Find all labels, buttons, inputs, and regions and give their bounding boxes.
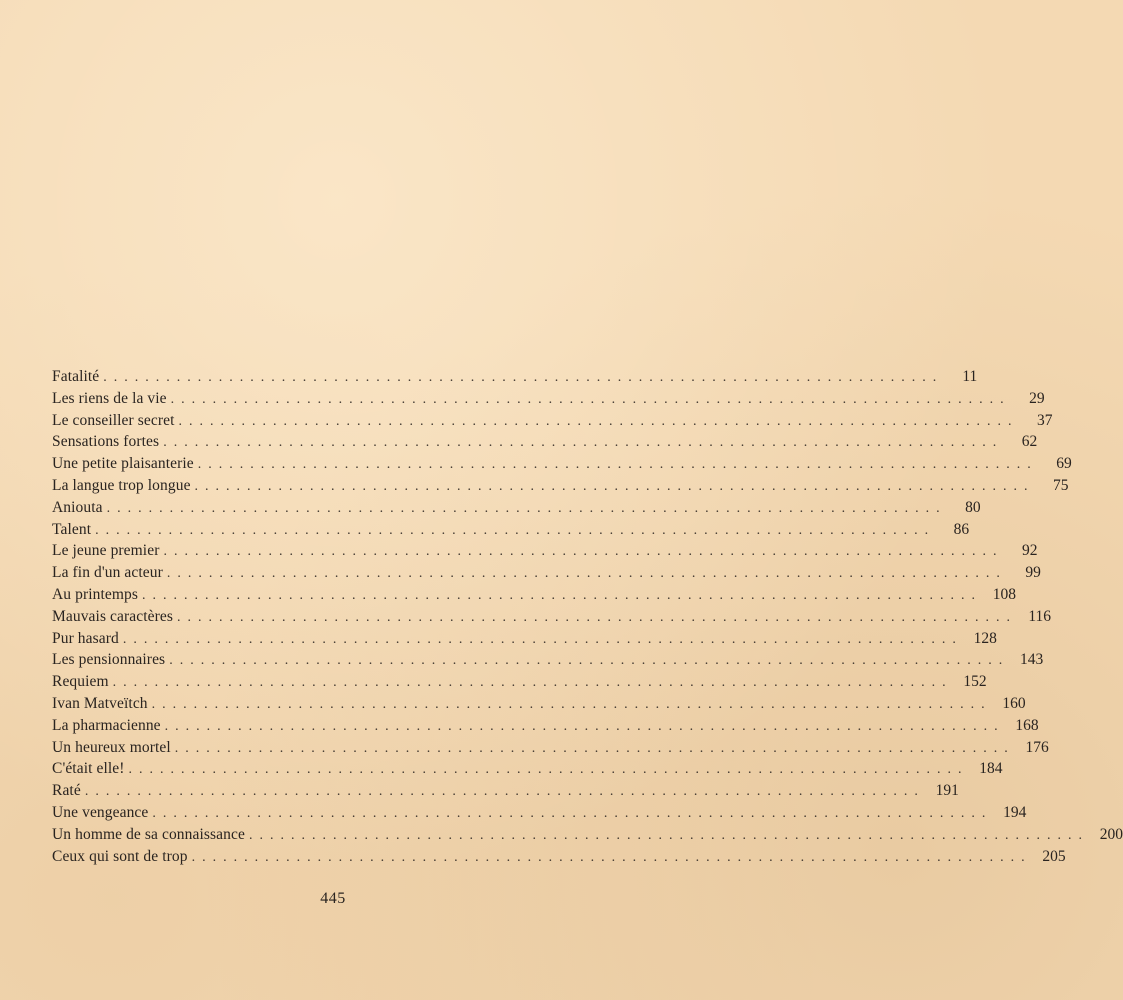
toc-entry <box>52 737 1049 759</box>
toc-entry <box>52 758 1003 780</box>
toc-entry-title: La langue trop longue <box>52 476 191 494</box>
toc-entry-page: 92 <box>1021 542 1038 560</box>
toc-entry-title: Talent <box>52 520 92 538</box>
toc-entry-title: Requiem <box>52 673 109 691</box>
toc-entry-page: 205 <box>1042 847 1066 865</box>
toc-entry-page: 191 <box>935 782 959 800</box>
toc-entry-page: 75 <box>1053 476 1069 494</box>
toc-entry-title: Les pensionnaires <box>52 651 166 669</box>
toc-entry-page: 200 <box>1099 825 1123 843</box>
dot-leader: ................................................................................ <box>142 587 983 603</box>
toc-entry-page: 11 <box>962 368 978 385</box>
toc-entry-title: Mauvais caractères <box>52 607 173 625</box>
dot-leader: ................................................................................ <box>112 675 953 691</box>
toc-entry-page: 62 <box>1021 433 1038 451</box>
toc-entry-page: 168 <box>1015 716 1039 734</box>
dot-leader: ................................................................................ <box>174 740 1015 756</box>
dot-leader: ................................................................................ <box>151 696 992 712</box>
toc-entry <box>52 453 1072 475</box>
toc-entry-title: Une vengeance <box>52 803 149 821</box>
toc-entry <box>52 846 1066 868</box>
dot-leader: ................................................................................ <box>166 566 1007 582</box>
dot-leader: ................................................................................ <box>197 457 1038 473</box>
toc-entry-title: Aniouta <box>52 498 103 516</box>
toc-entry-title: La pharmacienne <box>52 716 161 734</box>
toc-entry-title: Raté <box>52 782 81 800</box>
dot-leader: ................................................................................ <box>95 522 936 538</box>
toc-entry-title: Les riens de la vie <box>52 389 167 407</box>
toc-entry <box>52 671 987 693</box>
toc-entry-page: 160 <box>1002 694 1026 712</box>
toc-entry-page: 37 <box>1037 411 1053 429</box>
dot-leader: ................................................................................ <box>152 805 993 821</box>
toc-entry-page: 99 <box>1025 564 1041 582</box>
toc-entry-page: 176 <box>1025 738 1049 756</box>
dot-leader: ................................................................................ <box>178 413 1019 429</box>
toc-entry-title: Une petite plaisanterie <box>52 455 194 473</box>
toc-entry-title: Ceux qui sont de trop <box>52 847 188 865</box>
dot-leader: ................................................................................ <box>163 544 1004 560</box>
toc-entry-title: Un homme de sa connaissance <box>52 825 245 843</box>
toc-entry <box>52 693 1026 715</box>
toc-entry <box>52 780 959 802</box>
toc-entry-title: Ivan Matveïtch <box>52 694 148 712</box>
toc-entry-title: Sensations fortes <box>52 433 160 451</box>
dot-leader: ................................................................................ <box>169 653 1010 669</box>
toc-entry <box>52 475 1069 497</box>
dot-leader: ................................................................................ <box>103 370 944 385</box>
dot-leader: ................................................................................ <box>106 500 947 516</box>
toc-entry <box>52 366 978 388</box>
toc-entry-page: 128 <box>973 629 997 647</box>
dot-leader: ................................................................................ <box>194 478 1035 494</box>
toc-entry-title: C'était elle! <box>52 760 125 778</box>
toc-entry-page: 86 <box>953 520 970 538</box>
dot-leader: ................................................................................ <box>248 827 1089 843</box>
table-of-contents <box>52 366 1123 867</box>
toc-entry <box>52 649 1044 671</box>
toc-entry <box>52 606 1051 628</box>
toc-entry-title: Le jeune premier <box>52 542 160 560</box>
toc-entry-title: Au printemps <box>52 585 139 603</box>
toc-entry-title: Pur hasard <box>52 629 119 647</box>
toc-entry-page: 194 <box>1003 803 1027 821</box>
toc-entry-page: 116 <box>1028 607 1051 625</box>
toc-entry <box>52 540 1038 562</box>
dot-leader: ................................................................................ <box>122 631 963 647</box>
dot-leader: ................................................................................ <box>177 609 1017 625</box>
toc-entry <box>52 824 1123 846</box>
toc-entry <box>52 562 1041 584</box>
toc-entry <box>52 388 1045 410</box>
toc-entry <box>52 628 997 650</box>
toc-entry-page: 29 <box>1029 389 1045 407</box>
toc-entry <box>52 497 981 519</box>
toc-entry-title: Le conseiller secret <box>52 411 175 429</box>
toc-entry <box>52 715 1039 737</box>
page-number: 445 <box>320 890 346 907</box>
toc-entry <box>52 431 1038 453</box>
toc-entry-page: 184 <box>979 760 1003 778</box>
toc-entry-title: La fin d'un acteur <box>52 564 163 582</box>
toc-entry-title: Un heureux mortel <box>52 738 171 756</box>
toc-entry-page: 80 <box>965 498 981 516</box>
dot-leader: ................................................................................ <box>128 762 969 778</box>
toc-entry <box>52 802 1027 824</box>
toc-entry-page: 152 <box>963 673 987 691</box>
toc-entry <box>52 519 970 541</box>
dot-leader: ................................................................................ <box>84 784 925 800</box>
toc-entry <box>52 410 1053 432</box>
toc-entry-page: 69 <box>1056 455 1072 473</box>
dot-leader: ................................................................................ <box>164 718 1005 734</box>
dot-leader: ................................................................................ <box>170 391 1011 407</box>
dot-leader: ................................................................................ <box>163 435 1004 451</box>
toc-entry-page: 108 <box>992 585 1017 603</box>
toc-entry <box>52 584 1017 606</box>
dot-leader: ................................................................................ <box>191 849 1032 865</box>
toc-entry-title: Fatalité <box>52 368 100 385</box>
toc-entry-page: 143 <box>1019 651 1044 669</box>
